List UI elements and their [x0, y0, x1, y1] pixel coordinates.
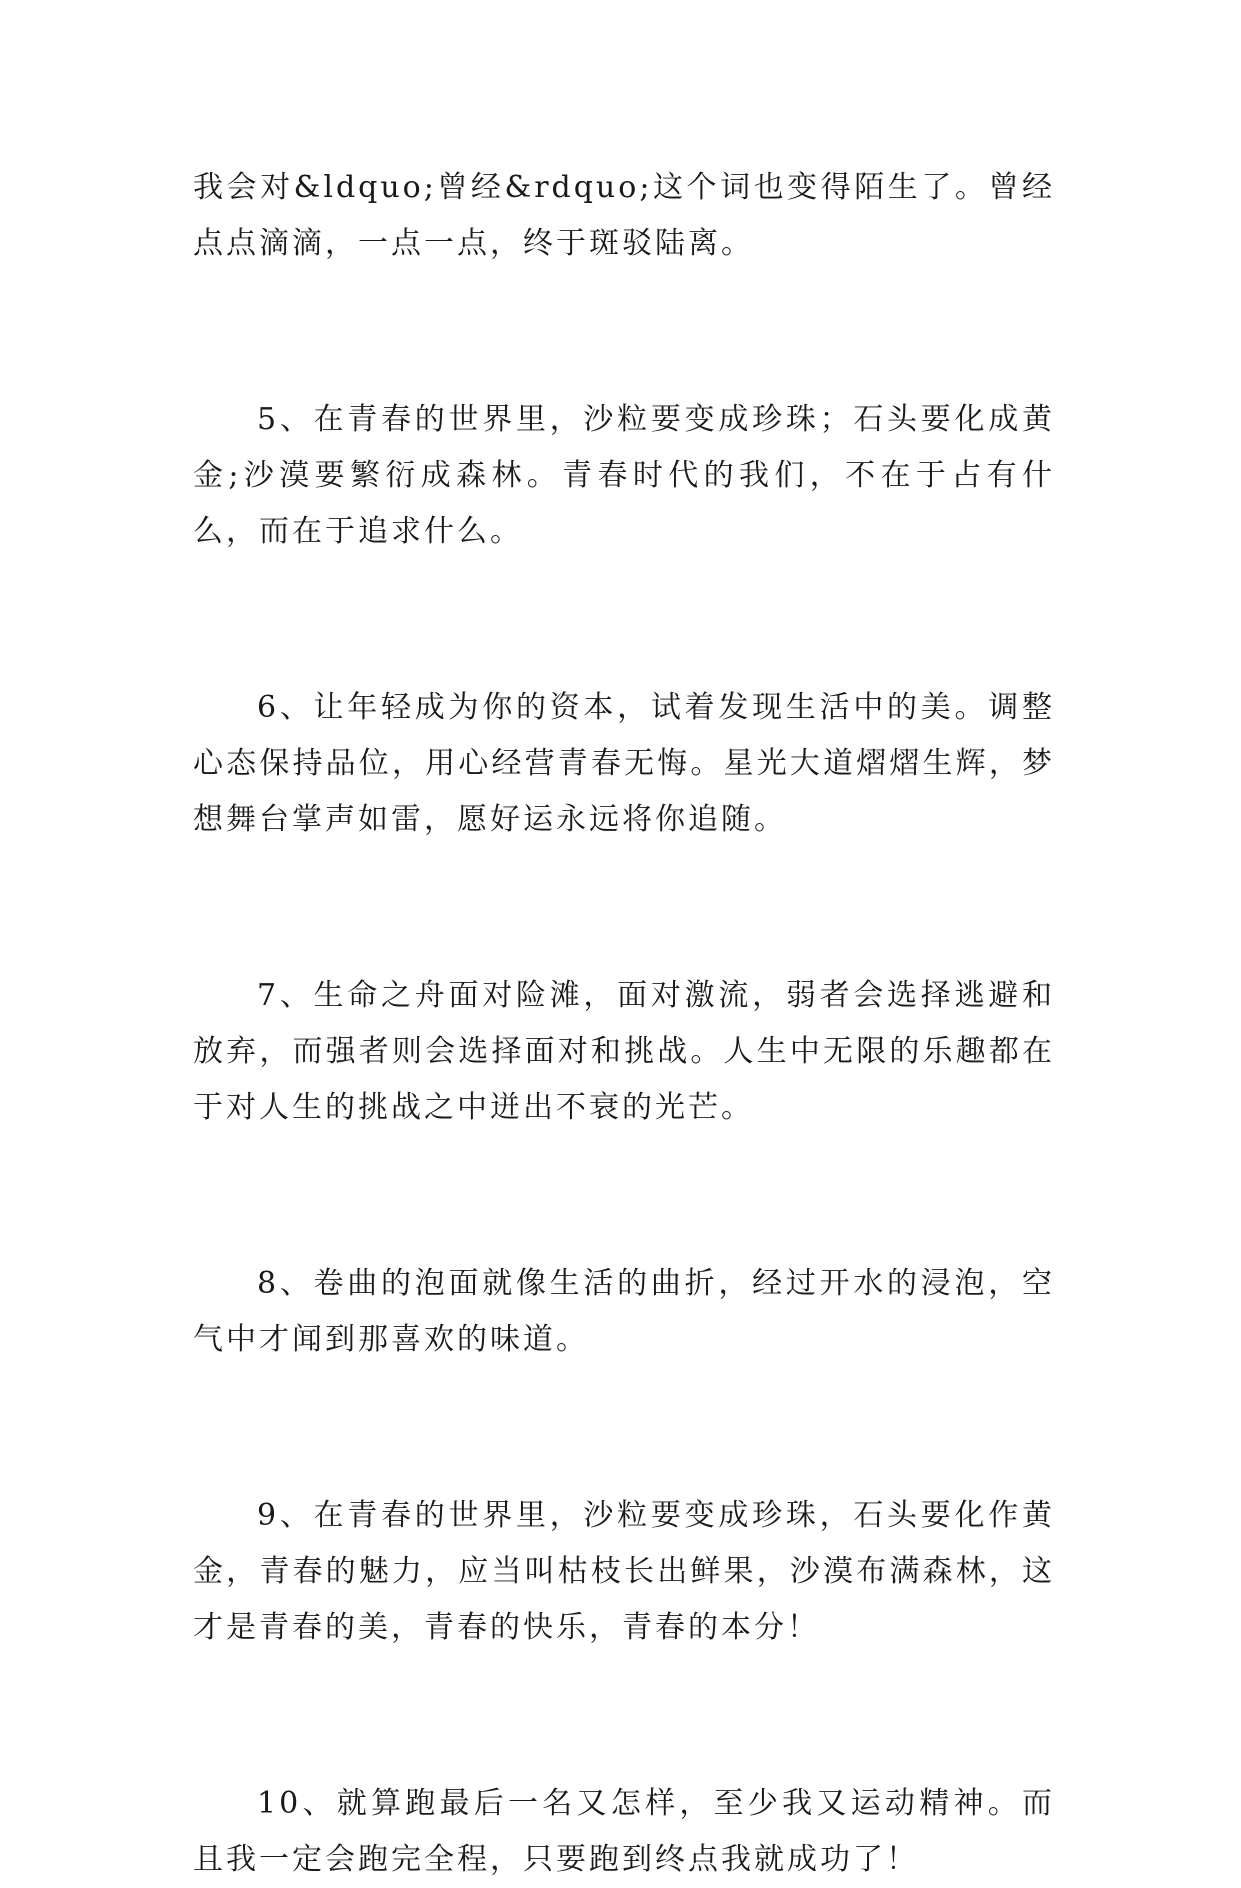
paragraph-gap — [193, 1368, 1055, 1488]
paragraph-gap — [193, 272, 1055, 392]
paragraph-item-5: 5、在青春的世界里，沙粒要变成珍珠；石头要化成黄金;沙漠要繁衍成森林。青春时代的我们，不在于占有什么，而在于追求什么。 — [193, 402, 1055, 549]
paragraph-item-8: 8、卷曲的泡面就像生活的曲折，经过开水的浸泡，空气中才闻到那喜欢的味道。 — [193, 1266, 1055, 1357]
paragraph-gap — [193, 848, 1055, 968]
paragraph-item-9: 9、在青春的世界里，沙粒要变成珍珠，石头要化作黄金，青春的魅力，应当叫枯枝长出鲜果，沙漠布满森林，这才是青春的美，青春的快乐，青春的本分！ — [193, 1498, 1055, 1645]
paragraph-continuation: 我会对&ldquo;曾经&rdquo;这个词也变得陌生了。曾经点点滴滴，一点一点，终于斑驳陆离。 — [193, 170, 1055, 261]
paragraph-gap — [193, 1656, 1055, 1776]
paragraph-item-7: 7、生命之舟面对险滩，面对激流，弱者会选择逃避和放弃，而强者则会选择面对和挑战。人生中无限的乐趣都在于对人生的挑战之中迸出不衰的光芒。 — [193, 978, 1055, 1125]
paragraph-item-6: 6、让年轻成为你的资本，试着发现生活中的美。调整心态保持品位，用心经营青春无悔。星光大道熠熠生辉，梦想舞台掌声如雷，愿好运永远将你追随。 — [193, 690, 1055, 837]
paragraph-gap — [193, 560, 1055, 680]
paragraph-item-10: 10、就算跑最后一名又怎样，至少我又运动精神。而且我一定会跑完全程，只要跑到终点我就成功了！ — [193, 1786, 1055, 1877]
document-page — [193, 160, 1055, 1888]
paragraph-gap — [193, 1136, 1055, 1256]
